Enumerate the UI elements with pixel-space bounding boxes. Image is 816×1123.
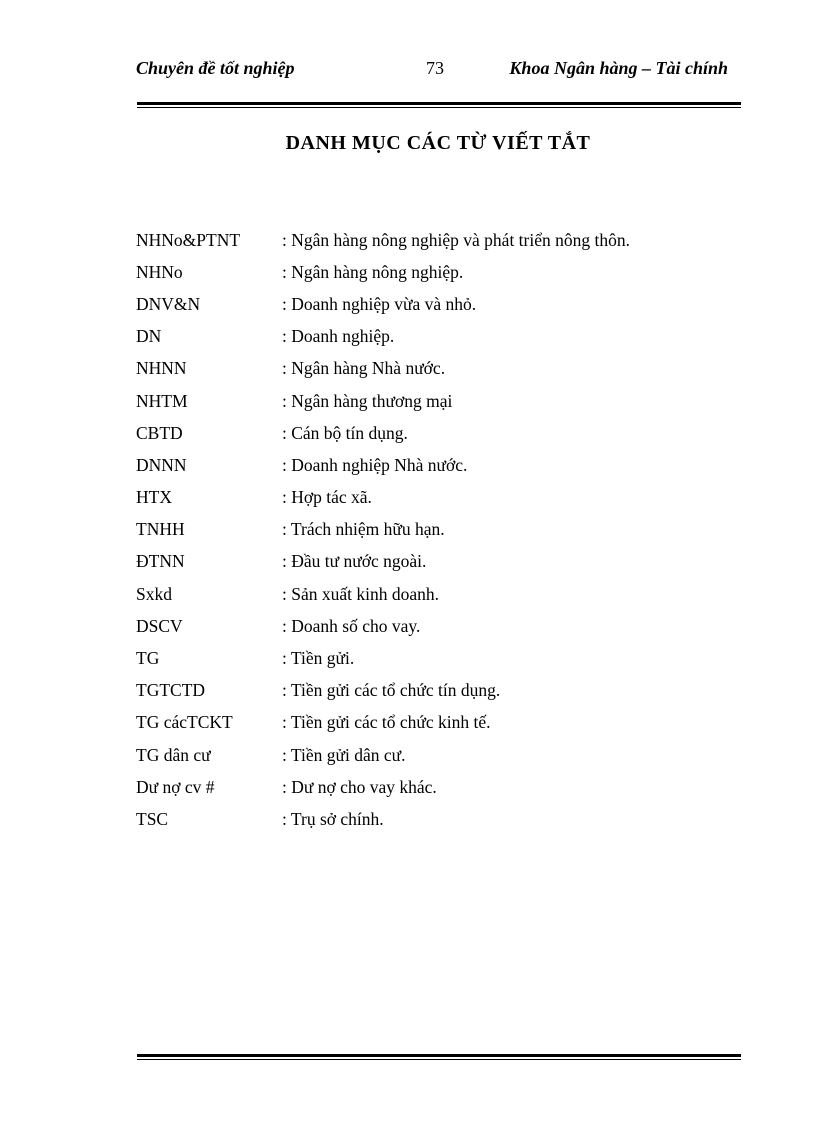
abbreviation-definition: : Trách nhiệm hữu hạn. [282,519,445,540]
abbreviation-row [136,610,736,642]
abbreviation-row [136,771,736,803]
abbreviation-definition: : Doanh nghiệp. [282,326,395,347]
abbreviation-row [136,288,736,320]
header-faculty-label: Khoa Ngân hàng – Tài chính [509,58,728,78]
abbreviation-term: TNHH [136,519,185,540]
header-thesis-label: Chuyên đề tốt nghiệp [136,58,295,78]
abbreviation-row [136,546,736,578]
footer-divider [137,1054,741,1060]
page-title: DANH MỤC CÁC TỪ VIẾT TẮT [285,132,591,154]
abbreviation-term: TG [136,648,160,669]
abbreviation-term: TSC [136,808,169,829]
abbreviation-definition: : Doanh nghiệp vừa và nhỏ. [282,293,477,314]
abbreviation-definition: : Đầu tư nước ngoài. [282,551,427,572]
abbreviation-row [136,224,736,256]
abbreviation-definition: : Ngân hàng nông nghiệp và phát triển nông thôn. [282,229,630,250]
abbreviation-row [136,707,736,739]
abbreviation-term: ĐTNN [136,551,185,572]
abbreviation-row [136,417,736,449]
abbreviation-term: DNV&N [136,293,201,314]
abbreviation-definition: : Ngân hàng Nhà nước. [282,358,446,379]
abbreviation-row [136,321,736,353]
abbreviation-definition: : Ngân hàng thương mại [282,390,453,411]
abbreviation-row [136,514,736,546]
abbreviation-term: Dư nợ cv # [136,776,215,797]
abbreviation-definition: : Tiền gửi dân cư. [282,744,406,765]
page-header [136,58,740,82]
abbreviation-definition: : Dư nợ cho vay khác. [282,776,437,797]
abbreviation-row [136,642,736,674]
abbreviation-row [136,256,736,288]
abbreviation-term: TG cácTCKT [136,712,233,733]
abbreviation-definition: : Tiền gửi. [282,648,355,669]
abbreviation-term: HTX [136,487,172,508]
abbreviation-definition: : Tiền gửi các tổ chức kinh tế. [282,712,491,733]
abbreviation-row [136,353,736,385]
abbreviation-term: NHNo [136,261,183,282]
abbreviation-row [136,675,736,707]
abbreviation-row [136,578,736,610]
abbreviation-definition: : Tiền gửi các tổ chức tín dụng. [282,680,501,701]
abbreviation-row [136,449,736,481]
abbreviation-definition: : Cán bộ tín dụng. [282,422,408,443]
abbreviation-definition: : Trụ sở chính. [282,808,384,829]
abbreviation-term: Sxkd [136,583,172,604]
abbreviation-row [136,385,736,417]
abbreviation-definition: : Sản xuất kinh doanh. [282,583,439,604]
abbreviation-term: NHTM [136,390,188,411]
abbreviation-row [136,482,736,514]
abbreviation-definition: : Doanh nghiệp Nhà nước. [282,454,468,475]
abbreviation-list [136,224,736,836]
abbreviation-term: TGTCTD [136,680,206,701]
header-page-number: 73 [426,58,444,78]
abbreviation-row [136,739,736,771]
abbreviation-definition: : Ngân hàng nông nghiệp. [282,261,464,282]
abbreviation-definition: : Hợp tác xã. [282,487,372,508]
abbreviation-term: NHNo&PTNT [136,229,241,250]
abbreviation-term: DN [136,326,162,347]
abbreviation-term: DSCV [136,615,183,636]
abbreviation-term: TG dân cư [136,744,211,765]
abbreviation-term: DNNN [136,454,187,475]
abbreviation-definition: : Doanh số cho vay. [282,615,421,636]
abbreviation-term: NHNN [136,358,187,379]
abbreviation-term: CBTD [136,422,183,443]
abbreviation-row [136,803,736,835]
header-divider [137,102,741,108]
